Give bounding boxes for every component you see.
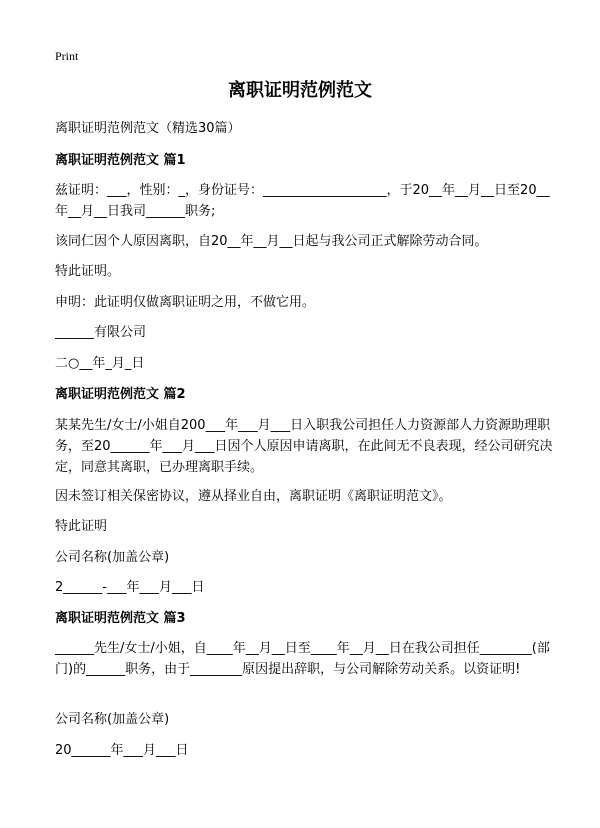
section-1-paragraph-3: 特此证明。 [55, 264, 121, 279]
section-3-paragraph-3: 20______年___月___日 [55, 743, 189, 758]
section-2-heading: 离职证明范例范文 篇2 [55, 387, 186, 402]
section-2-paragraph-2: 因未签订相关保密协议，遵从择业自由，离职证明《离职证明范文》。 [55, 489, 452, 504]
document-subtitle: 离职证明范例范文（精选30篇） [55, 121, 241, 136]
section-2-paragraph-3: 特此证明 [55, 519, 108, 534]
section-2-paragraph-4: 公司名称(加盖公章) [55, 550, 170, 565]
section-1-paragraph-1: 兹证明：___，性别：_，身份证号：___________________，于20__年__月__日至20__年__月__日我司______职务; [55, 183, 550, 219]
section-3-heading: 离职证明范例范文 篇3 [55, 611, 186, 626]
section-1-heading: 离职证明范例范文 篇1 [55, 153, 186, 168]
print-link[interactable]: Print [55, 49, 79, 63]
section-1-paragraph-5: ______有限公司 [55, 325, 147, 340]
section-3-paragraph-2: 公司名称(加盖公章) [55, 712, 170, 727]
section-3-paragraph-1: ______先生/女士/小姐，自____年__月__日至____年__月__日在我公司担任________(部门)的______职务，由于________原因提出辞职，与公司解除劳动关系。以资证明! [55, 641, 550, 677]
section-1-paragraph-6: 二○__年_月_日 [55, 356, 145, 371]
document-title: 离职证明范例范文 [228, 80, 372, 101]
section-2-paragraph-5: 2______-___年___月___日 [55, 580, 205, 595]
section-1-paragraph-4: 申明：此证明仅做离职证明之用，不做它用。 [55, 295, 316, 310]
section-1-paragraph-2: 该同仁因个人原因离职，自20__年__月__日起与我公司正式解除劳动合同。 [55, 234, 488, 249]
section-2-paragraph-1: 某某先生/女士/小姐自200___年___月___日入职我公司担任人力资源部人力资源助理职务，至20______年___月___日因个人原因申请离职，在此间无不良表现，经公司研究决定，同意其离职，已办理离职手续。 [55, 418, 553, 475]
